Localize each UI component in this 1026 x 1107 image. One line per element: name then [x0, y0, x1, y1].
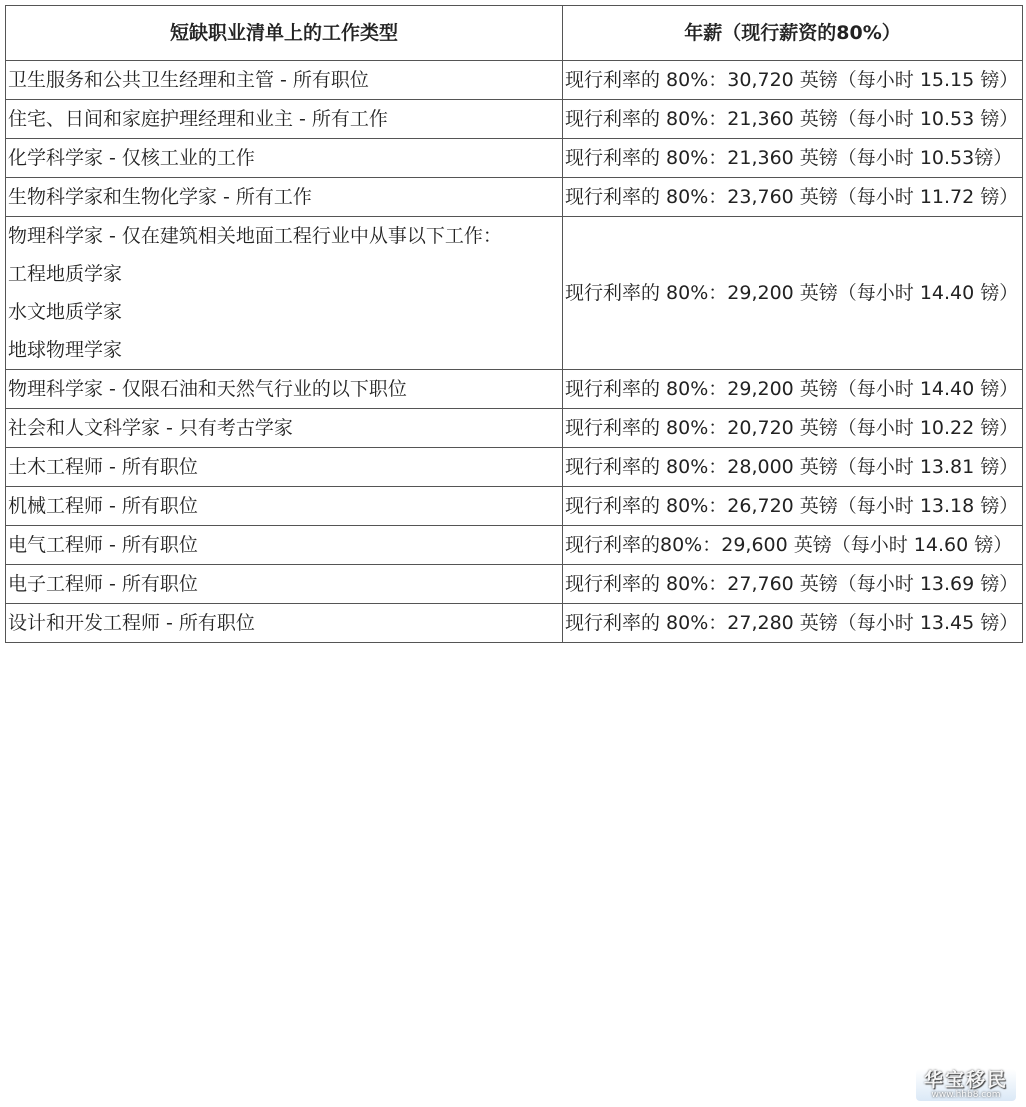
salary-cell: 现行利率的 80%：30,720 英镑（每小时 15.15 镑）: [563, 61, 1023, 100]
job-type-cell: [6, 604, 563, 643]
table-row: [6, 565, 1023, 604]
job-type-text: 物理科学家 - 仅限石油和天然气行业的以下职位: [8, 378, 407, 400]
shortage-occupation-table: [5, 5, 1023, 643]
job-type-cell: [6, 526, 563, 565]
salary-cell: 现行利率的 80%：20,720 英镑（每小时 10.22 镑）: [563, 409, 1023, 448]
column-header-job-type: 短缺职业清单上的工作类型: [6, 6, 563, 61]
job-type-cell: [6, 178, 563, 217]
job-type-text: 电子工程师 - 所有职位: [8, 573, 198, 595]
table-row: [6, 370, 1023, 409]
column-header-annual-salary: 年薪（现行薪资的80%）: [563, 6, 1023, 61]
job-sub-item: 水文地质学家: [8, 301, 123, 323]
table-row: [6, 487, 1023, 526]
job-sub-item: 地球物理学家: [8, 339, 123, 361]
table-row: [6, 61, 1023, 100]
job-type-cell: [6, 370, 563, 409]
table-row: [6, 409, 1023, 448]
table-row: [6, 526, 1023, 565]
table-row: [6, 100, 1023, 139]
table-row: [6, 139, 1023, 178]
watermark-logo: [916, 1069, 1016, 1101]
job-type-cell: [6, 565, 563, 604]
job-type-cell: [6, 409, 563, 448]
job-type-cell: [6, 61, 563, 100]
salary-cell: 现行利率的 80%：28,000 英镑（每小时 13.81 镑）: [563, 448, 1023, 487]
table-row: [6, 178, 1023, 217]
job-sub-item: 工程地质学家: [8, 263, 123, 285]
salary-cell: 现行利率的 80%：27,760 英镑（每小时 13.69 镑）: [563, 565, 1023, 604]
job-type-cell: [6, 100, 563, 139]
salary-cell: 现行利率的 80%：27,280 英镑（每小时 13.45 镑）: [563, 604, 1023, 643]
job-type-cell: [6, 139, 563, 178]
job-type-cell: [6, 448, 563, 487]
job-type-text: 设计和开发工程师 - 所有职位: [8, 612, 255, 634]
table-header-row: [6, 6, 1023, 61]
watermark-text: 华宝移民: [923, 1069, 1008, 1091]
salary-cell: 现行利率的 80%：21,360 英镑（每小时 10.53 镑）: [563, 100, 1023, 139]
job-type-cell: [6, 487, 563, 526]
salary-cell: 现行利率的 80%：29,200 英镑（每小时 14.40 镑）: [563, 370, 1023, 409]
job-type-text: 土木工程师 - 所有职位: [8, 456, 198, 478]
job-type-cell: [6, 217, 563, 370]
job-type-text: 生物科学家和生物化学家 - 所有工作: [8, 186, 312, 208]
job-type-text: 电气工程师 - 所有职位: [8, 534, 198, 556]
job-type-text: 机械工程师 - 所有职位: [8, 495, 198, 517]
table-row: [6, 604, 1023, 643]
table-row: [6, 217, 1023, 370]
job-type-text: 社会和人文科学家 - 只有考古学家: [8, 417, 293, 439]
salary-cell: 现行利率的 80%：21,360 英镑（每小时 10.53镑）: [563, 139, 1023, 178]
job-type-text: 卫生服务和公共卫生经理和主管 - 所有职位: [8, 69, 369, 91]
salary-cell: 现行利率的80%：29,600 英镑（每小时 14.60 镑）: [563, 526, 1023, 565]
watermark-url: www.hhb8.com: [931, 1090, 1001, 1100]
salary-cell: 现行利率的 80%：29,200 英镑（每小时 14.40 镑）: [563, 217, 1023, 370]
job-type-text: 化学科学家 - 仅核工业的工作: [8, 147, 255, 169]
job-type-text: 住宅、日间和家庭护理经理和业主 - 所有工作: [8, 108, 388, 130]
table-row: [6, 448, 1023, 487]
job-type-text: 物理科学家 - 仅在建筑相关地面工程行业中从事以下工作：: [8, 225, 502, 247]
salary-cell: 现行利率的 80%：26,720 英镑（每小时 13.18 镑）: [563, 487, 1023, 526]
salary-cell: 现行利率的 80%：23,760 英镑（每小时 11.72 镑）: [563, 178, 1023, 217]
